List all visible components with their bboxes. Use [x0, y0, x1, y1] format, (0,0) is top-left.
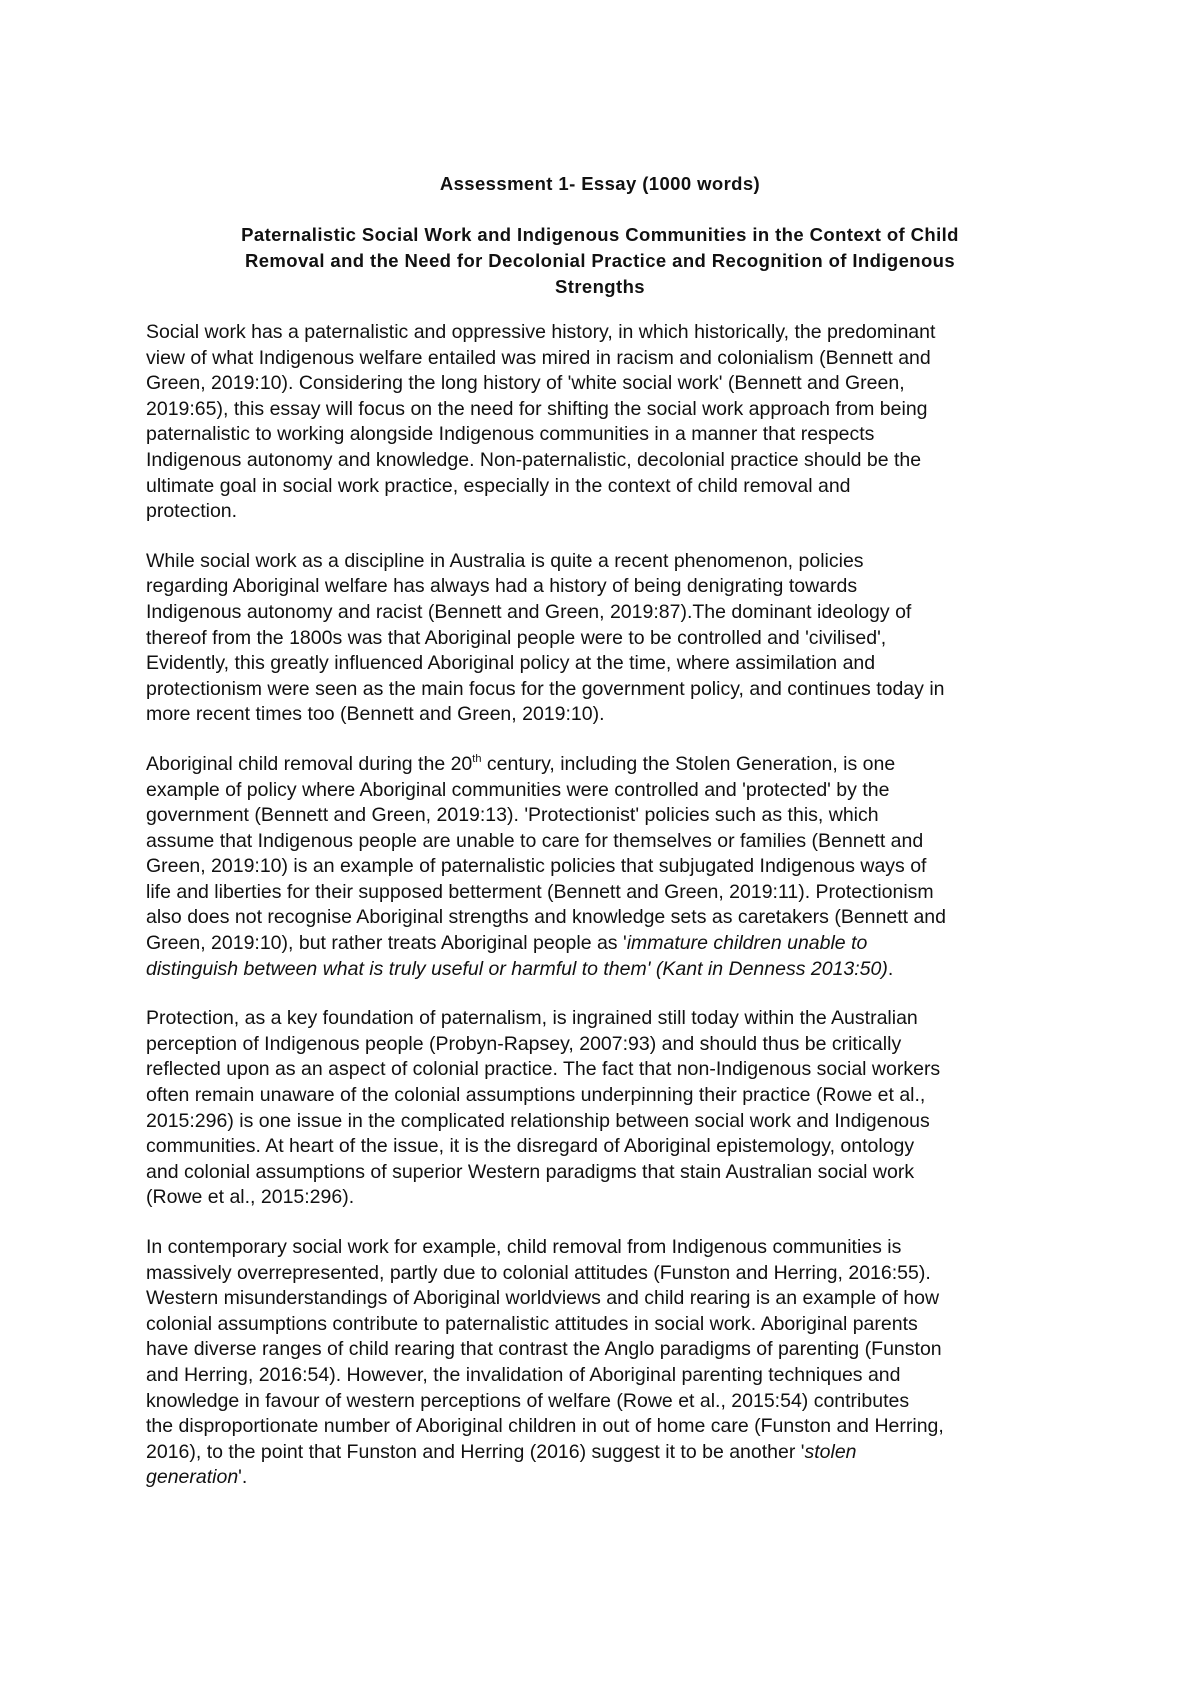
- text-line: Green, 2019:10). Considering the long history of 'white social work' (Bennett and Green,: [146, 372, 905, 395]
- text-line: Green, 2019:10) is an example of paternalistic policies that subjugated Indigenous ways of: [146, 855, 927, 878]
- text-line: reflected upon as an aspect of colonial practice. The fact that non-Indigenous social workers: [146, 1058, 941, 1081]
- italic-quote: immature children unable to: [626, 932, 868, 955]
- text-line: protectionism were seen as the main focus for the government policy, and continues today in: [146, 677, 945, 700]
- text-line: [146, 1440, 1066, 1466]
- text-line: While social work as a discipline in Australia is quite a recent phenomenon, policies: [146, 549, 864, 572]
- text-line: Indigenous autonomy and racist (Bennett and Green, 2019:87).The dominant ideology of: [146, 600, 912, 623]
- text-line: colonial assumptions contribute to paternalistic attitudes in social work. Aboriginal parents: [146, 1312, 918, 1335]
- italic-quote: distinguish between what is truly useful or harmful to them' (Kant in Denness 2013:50): [146, 957, 888, 980]
- text-line: the disproportionate number of Aboriginal children in out of home care (Funston and Herring,: [146, 1415, 944, 1438]
- superscript: th: [472, 752, 482, 765]
- text-line: Western misunderstandings of Aboriginal worldviews and child rearing is an example of how: [146, 1287, 940, 1310]
- text-line: [146, 931, 1066, 957]
- essay-title-line: Removal and the Need for Decolonial Practice and Recognition of Indigenous: [244, 250, 956, 271]
- text-line: have diverse ranges of child rearing that contrast the Anglo paradigms of parenting (Funston: [146, 1338, 942, 1361]
- text-line: thereof from the 1800s was that Aboriginal people were to be controlled and 'civilised',: [146, 626, 887, 649]
- text-line: often remain unaware of the colonial assumptions underpinning their practice (Rowe et al.,: [146, 1084, 926, 1107]
- text-line: [146, 1465, 1066, 1491]
- text-line: 2019:65), this essay will focus on the need for shifting the social work approach from being: [146, 397, 928, 420]
- text-segment: '.: [238, 1466, 248, 1489]
- text-segment: century, including the Stolen Generation, is one: [481, 752, 896, 775]
- text-line: Social work has a paternalistic and oppressive history, in which historically, the predominant: [146, 321, 936, 343]
- text-line: also does not recognise Aboriginal strengths and knowledge sets as caretakers (Bennett and: [146, 906, 946, 929]
- italic-quote: generation: [146, 1466, 239, 1489]
- text-line: perception of Indigenous people (Probyn-Rapsey, 2007:93) and should thus be critically: [146, 1032, 902, 1055]
- text-line: and Herring, 2016:54). However, the invalidation of Aboriginal parenting techniques and: [146, 1363, 901, 1386]
- text-line: and colonial assumptions of superior Western paradigms that stain Australian social work: [146, 1160, 915, 1183]
- text-line: ultimate goal in social work practice, especially in the context of child removal and: [146, 474, 851, 497]
- paragraph-3: [146, 752, 1066, 982]
- text-line: Protection, as a key foundation of paternalism, is ingrained still today within the Australian: [146, 1007, 918, 1030]
- text-line: government (Bennett and Green, 2019:13). 'Protectionist' policies such as this, which: [146, 804, 879, 827]
- text-segment: 2016), to the point that Funston and Herring (2016) suggest it to be another ': [146, 1440, 805, 1463]
- paragraph-1: [146, 320, 1066, 525]
- essay-title-line: Strengths: [555, 276, 645, 297]
- text-segment: Aboriginal child removal during the 20: [146, 752, 473, 775]
- text-line: 2015:296) is one issue in the complicated relationship between social work and Indigenous: [146, 1109, 930, 1132]
- essay-body: [146, 320, 1066, 1515]
- text-segment: Green, 2019:10), but rather treats Aboriginal people as ': [146, 932, 627, 955]
- text-line: view of what Indigenous welfare entailed was mired in racism and colonialism (Bennett and: [146, 346, 931, 369]
- text-segment: .: [887, 957, 894, 980]
- text-line: regarding Aboriginal welfare has always had a history of being denigrating towards: [146, 575, 858, 598]
- text-line: Indigenous autonomy and knowledge. Non-paternalistic, decolonial practice should be the: [146, 448, 922, 471]
- essay-title: [140, 222, 1060, 300]
- text-line: (Rowe et al., 2015:296).: [146, 1186, 355, 1209]
- text-line: massively overrepresented, partly due to colonial attitudes (Funston and Herring, 2016:55).: [146, 1261, 931, 1284]
- text-line: assume that Indigenous people are unable to care for themselves or families (Bennett and: [146, 829, 924, 852]
- text-line: [146, 957, 1066, 983]
- text-line: paternalistic to working alongside Indigenous communities in a manner that respects: [146, 423, 875, 446]
- paragraph-5: [146, 1235, 1066, 1491]
- paragraph-4: [146, 1006, 1066, 1211]
- text-line: knowledge in favour of western perceptions of welfare (Rowe et al., 2015:54) contributes: [146, 1389, 910, 1412]
- text-line: [146, 752, 1066, 778]
- paragraph-2: [146, 549, 1066, 728]
- essay-title-line: Paternalistic Social Work and Indigenous Communities in the Context of Child: [241, 224, 959, 245]
- text-line: life and liberties for their supposed betterment (Bennett and Green, 2019:11). Protectionism: [146, 880, 934, 903]
- text-line: Evidently, this greatly influenced Aboriginal policy at the time, where assimilation and: [146, 652, 876, 675]
- text-line: In contemporary social work for example, child removal from Indigenous communities is: [146, 1236, 902, 1258]
- italic-quote: stolen: [804, 1440, 857, 1463]
- text-line: example of policy where Aboriginal communities were controlled and 'protected' by the: [146, 778, 890, 801]
- text-line: communities. At heart of the issue, it is the disregard of Aboriginal epistemology, ontology: [146, 1135, 915, 1158]
- text-line: protection.: [146, 500, 238, 523]
- assessment-heading: Assessment 1- Essay (1000 words): [439, 173, 761, 194]
- text-line: more recent times too (Bennett and Green, 2019:10).: [146, 703, 605, 726]
